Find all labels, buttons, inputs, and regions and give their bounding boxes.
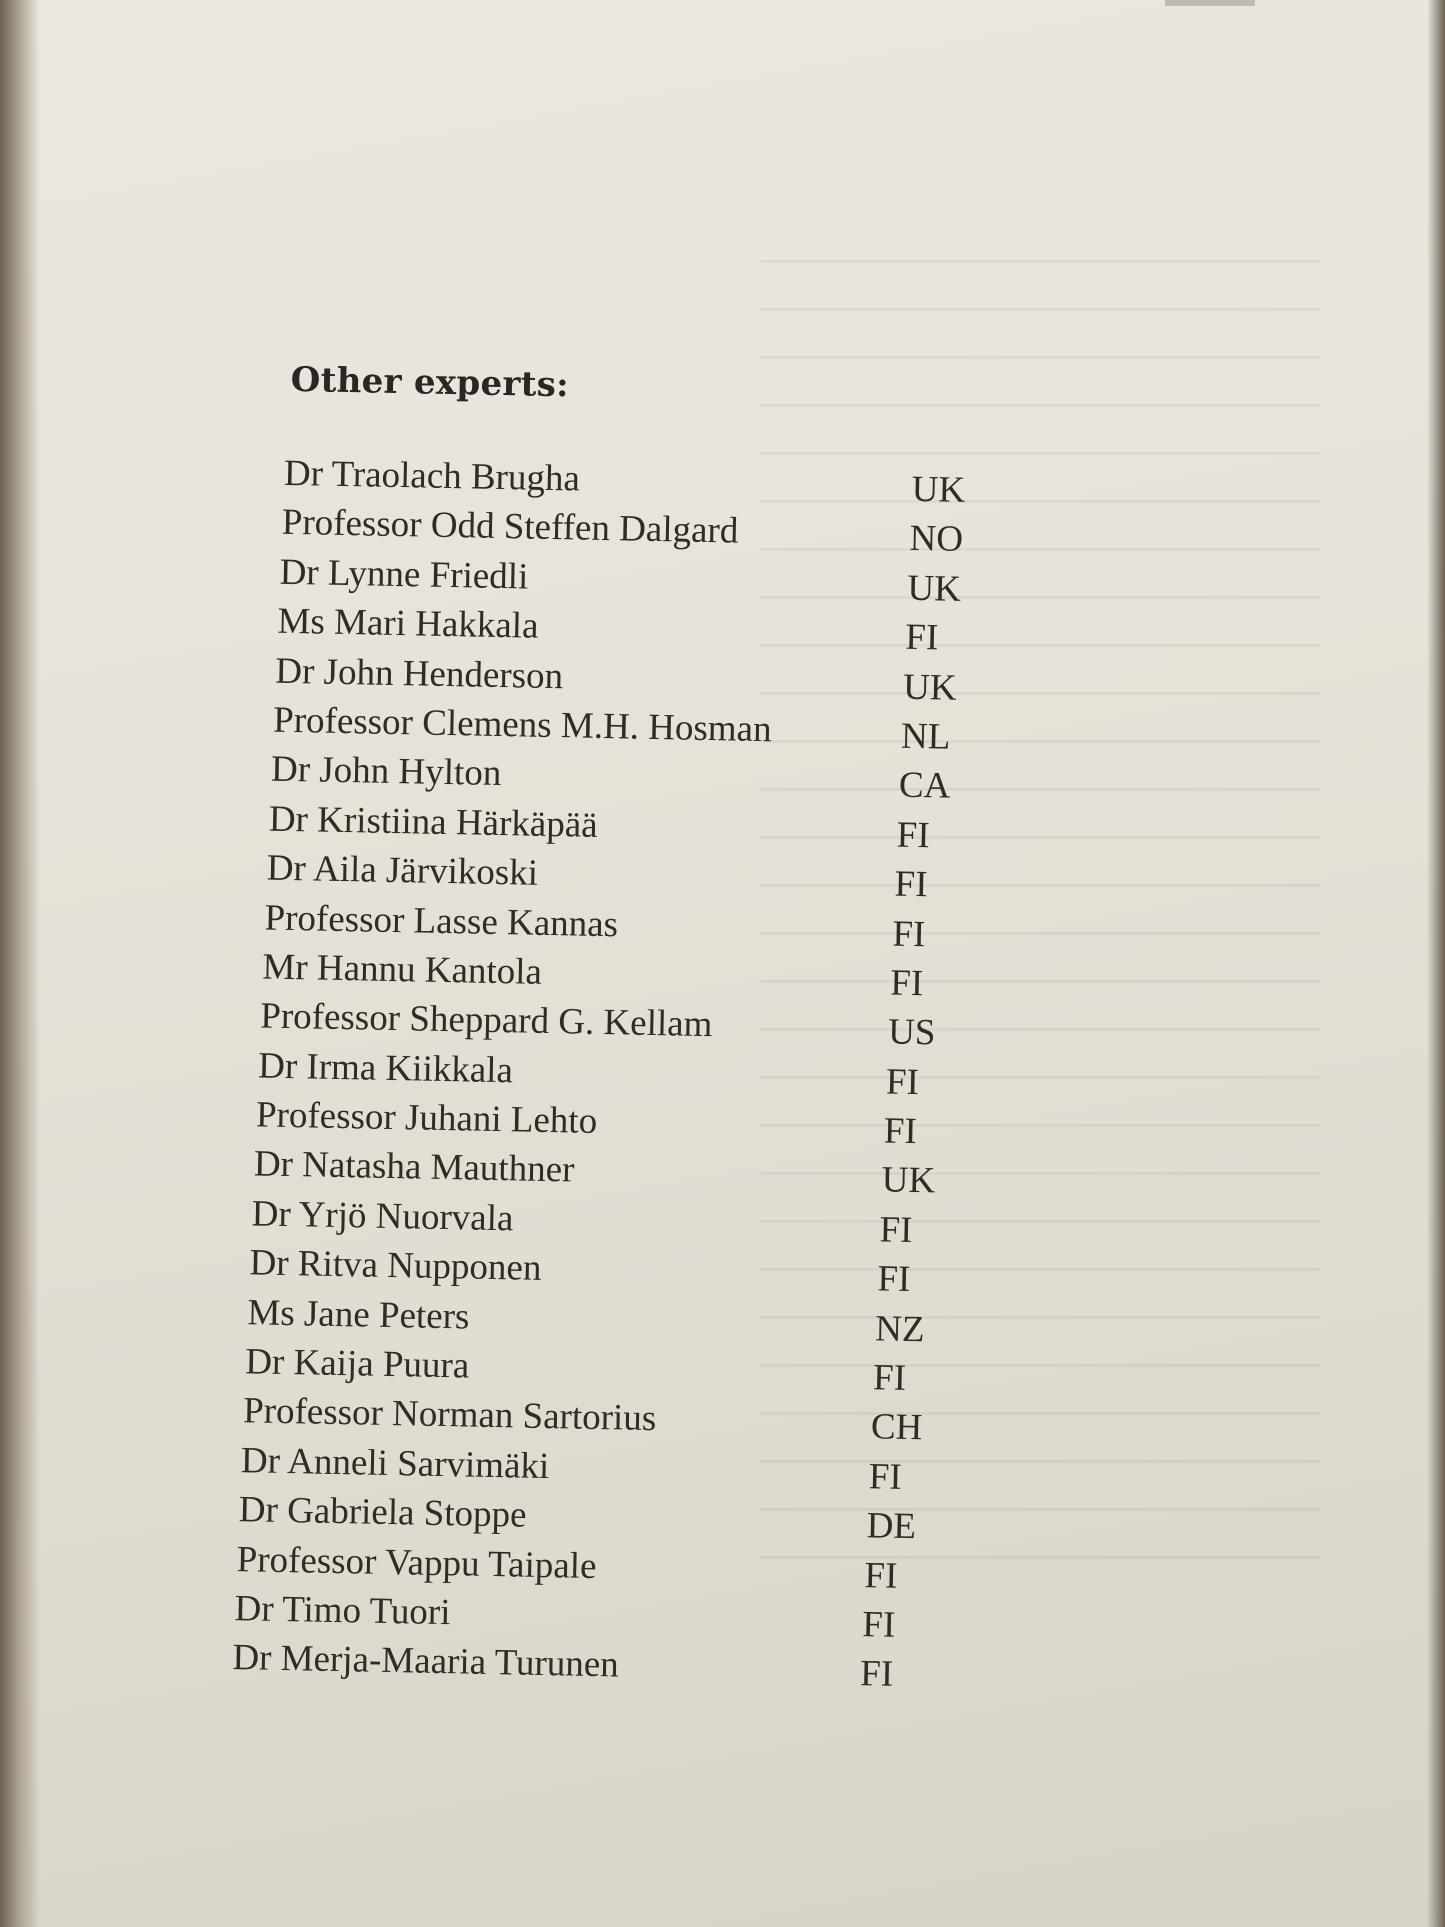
expert-country-code: FI — [896, 814, 931, 857]
expert-country-code: UK — [902, 666, 958, 709]
expert-name: Dr Ritva Nupponen — [249, 1242, 542, 1290]
expert-country-code: FI — [894, 863, 928, 906]
page-edge-shadow — [1427, 0, 1445, 1927]
expert-country-code: FI — [864, 1554, 898, 1597]
expert-name: Dr Aila Järvikoski — [266, 847, 539, 894]
expert-name: Professor Clemens M.H. Hosman — [272, 699, 772, 751]
expert-country-code: FI — [879, 1209, 913, 1251]
expert-country-code: CA — [898, 765, 951, 808]
expert-name: Dr John Hylton — [270, 748, 502, 795]
expert-name: Professor Vappu Taipale — [236, 1538, 597, 1587]
expert-country-code: FI — [868, 1456, 903, 1498]
expert-country-code: UK — [911, 468, 966, 511]
expert-name: Professor Odd Steffen Dalgard — [281, 502, 739, 552]
expert-country-code: FI — [877, 1258, 911, 1301]
spine-shadow — [0, 0, 40, 1927]
expert-name: Professor Norman Sartorius — [242, 1390, 657, 1440]
expert-country-code: FI — [883, 1110, 918, 1153]
cropped-text-fragment — [1165, 0, 1255, 6]
expert-country-code: CH — [870, 1406, 923, 1449]
expert-name: Dr Kaija Puura — [244, 1341, 470, 1387]
expert-name: Professor Juhani Lehto — [255, 1094, 598, 1143]
expert-country-code: UK — [907, 567, 962, 610]
expert-country-code: FI — [859, 1653, 894, 1696]
expert-name: Mr Hannu Kantola — [262, 946, 543, 993]
section-heading: Other experts: — [290, 359, 570, 406]
expert-name: Professor Lasse Kannas — [264, 897, 619, 945]
expert-name: Ms Mari Hakkala — [277, 600, 539, 647]
expert-name: Dr John Henderson — [274, 650, 564, 697]
expert-country-code: FI — [872, 1357, 907, 1399]
expert-country-code: FI — [889, 962, 924, 1005]
expert-name: Dr Traolach Brugha — [283, 452, 581, 500]
expert-country-code: NZ — [874, 1307, 925, 1350]
expert-country-code: NL — [900, 715, 951, 758]
expert-country-code: FI — [861, 1604, 896, 1646]
expert-country-code: NO — [909, 518, 964, 561]
expert-country-code: DE — [866, 1505, 917, 1548]
expert-name: Dr Lynne Friedli — [279, 551, 529, 598]
expert-country-code: FI — [885, 1061, 920, 1103]
expert-name: Dr Merja-Maaria Turunen — [232, 1637, 620, 1686]
expert-name: Dr Gabriela Stoppe — [238, 1489, 527, 1536]
expert-name: Dr Anneli Sarvimäki — [240, 1439, 550, 1487]
expert-list — [232, 449, 1045, 1698]
expert-name: Dr Yrjö Nuorvala — [251, 1193, 514, 1240]
expert-country-code: US — [887, 1011, 936, 1054]
expert-name: Dr Timo Tuori — [234, 1588, 451, 1634]
expert-country-code: UK — [881, 1159, 936, 1202]
expert-name: Ms Jane Peters — [247, 1291, 470, 1338]
expert-name: Professor Sheppard G. Kellam — [259, 995, 713, 1046]
expert-name: Dr Kristiina Härkäpää — [268, 798, 599, 846]
expert-name: Dr Irma Kiikkala — [257, 1045, 514, 1092]
expert-name: Dr Natasha Mauthner — [253, 1143, 575, 1191]
expert-country-code: FI — [904, 616, 939, 659]
expert-country-code: FI — [892, 913, 926, 955]
